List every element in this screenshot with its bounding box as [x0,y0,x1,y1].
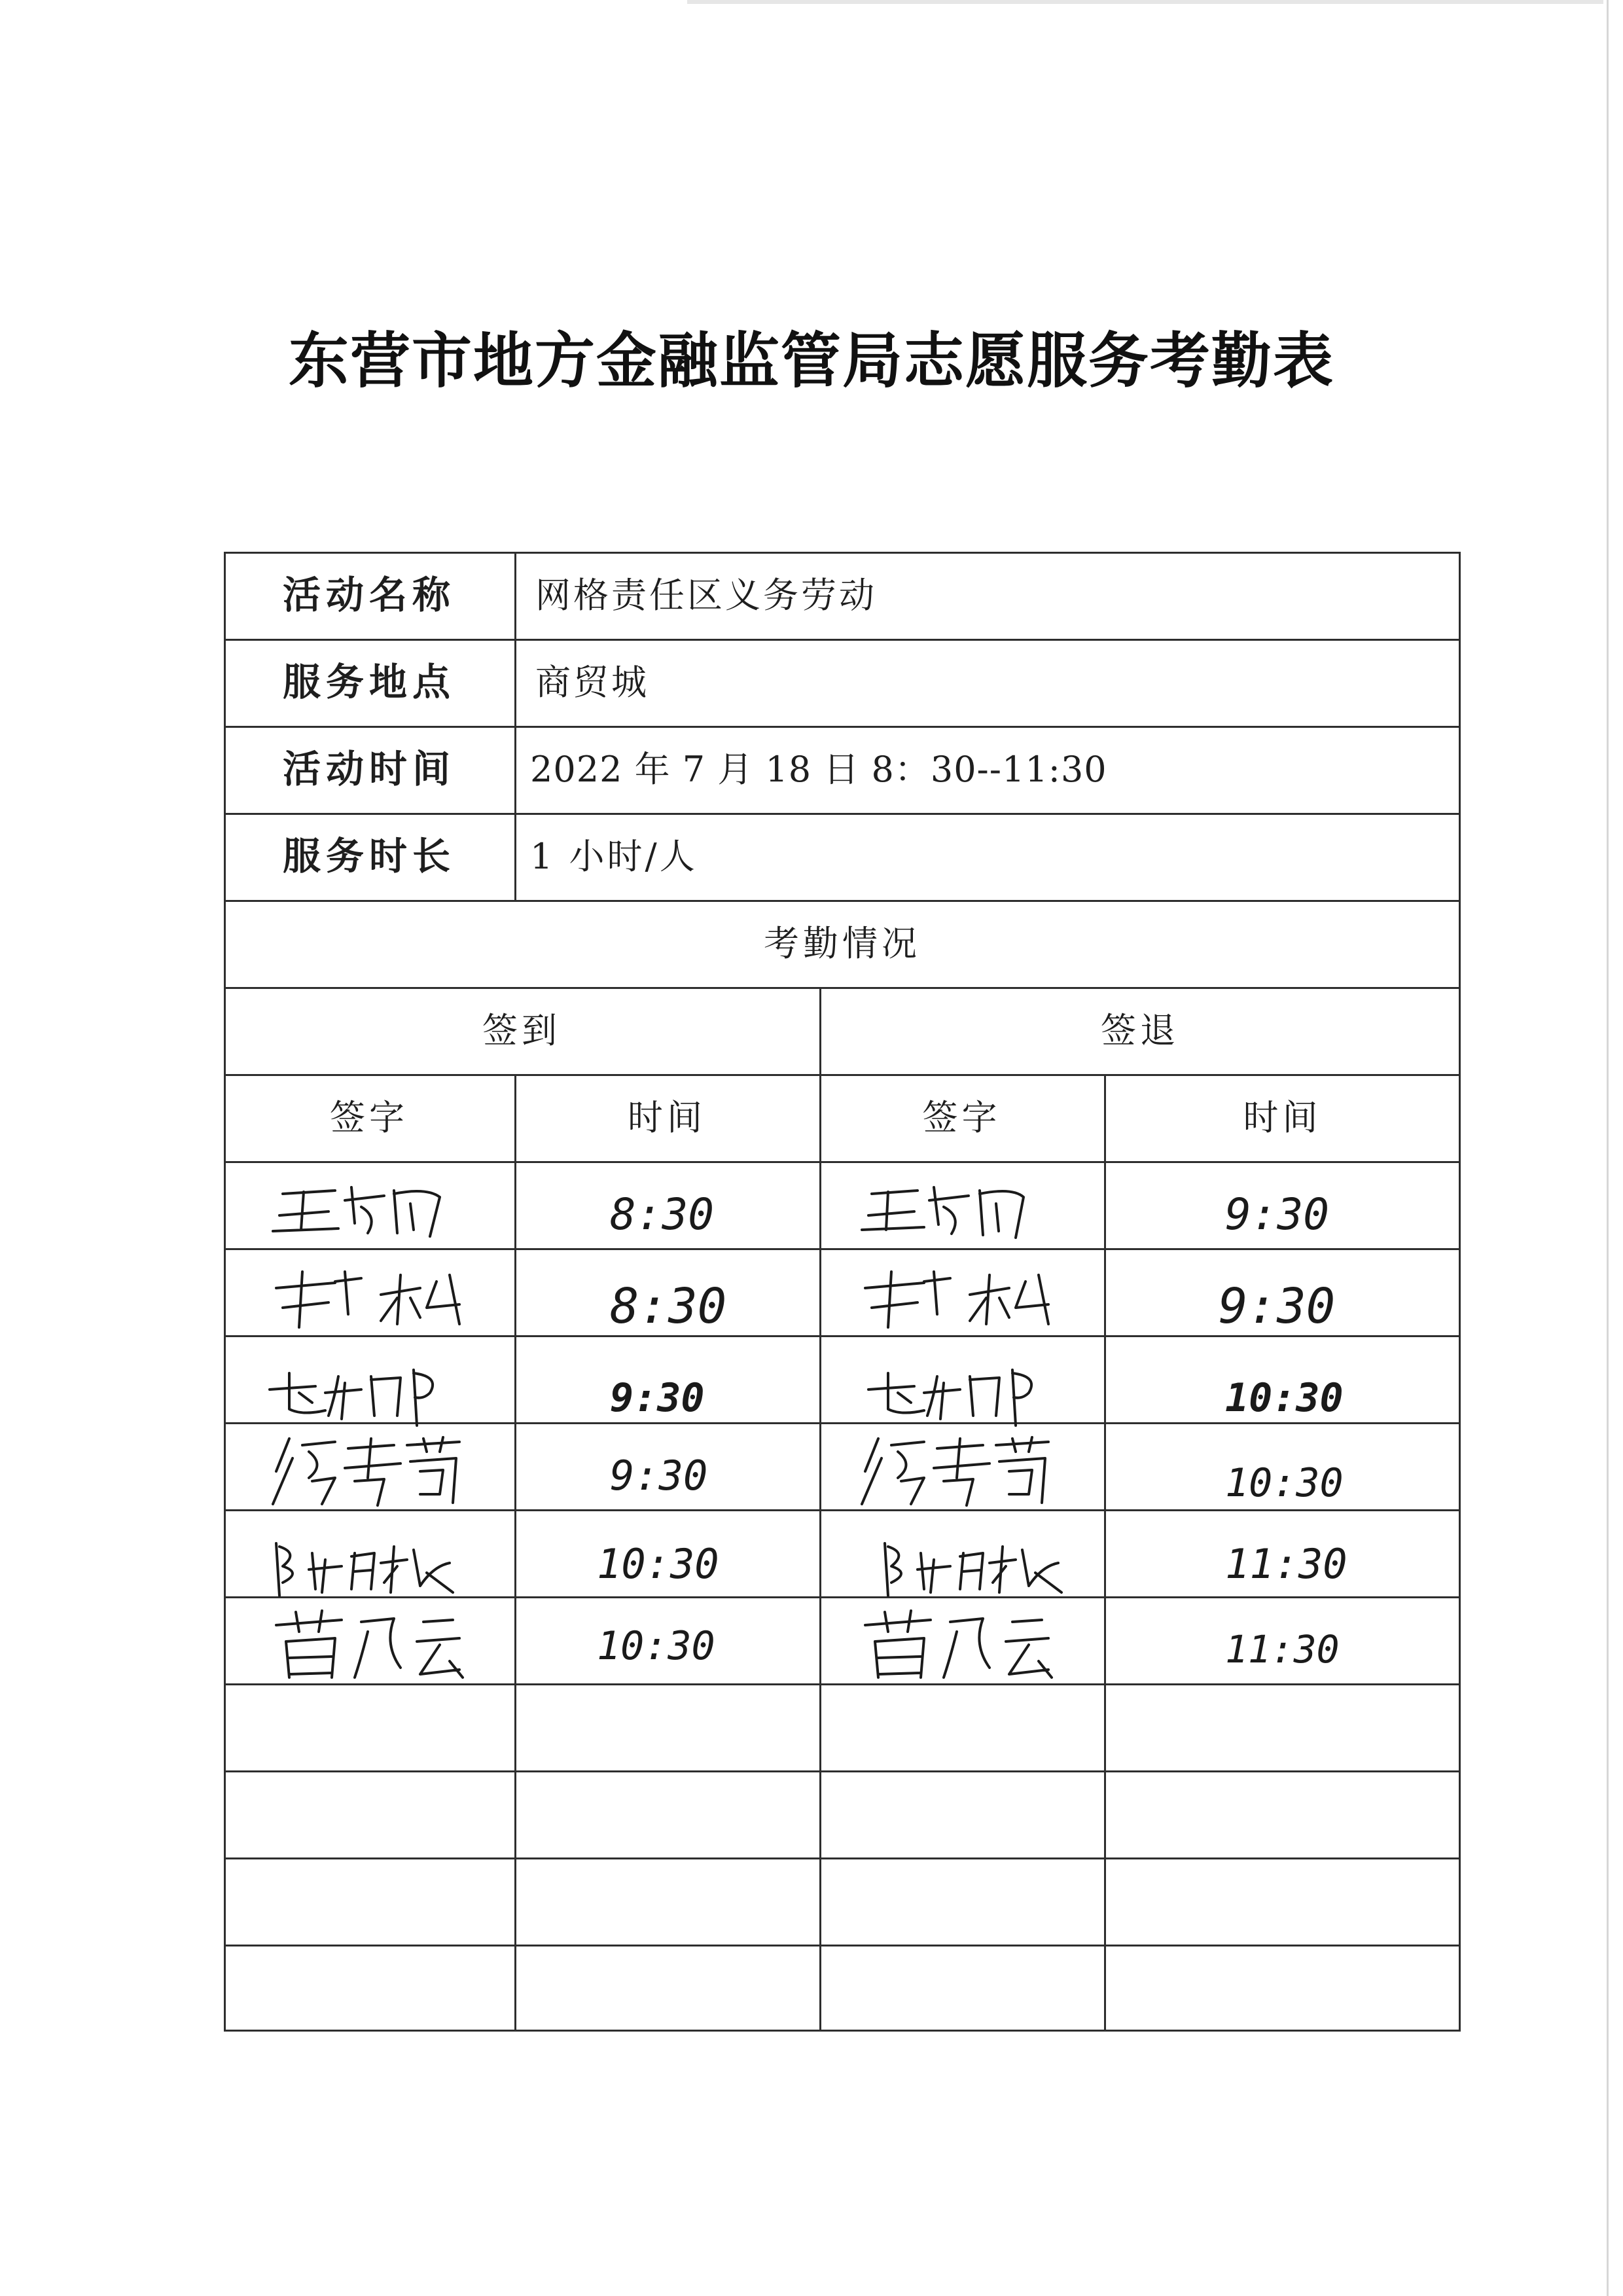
page-title: 东营市地方金融监管局志愿服务考勤表 [288,326,1334,396]
svg-text:10:30: 10:30 [1225,1460,1344,1506]
table-rule [224,1770,1461,1772]
handwritten-time [590,1534,774,1592]
signature-image [263,1177,479,1243]
table-rule [1459,552,1461,2032]
handwritten-time [590,1619,774,1677]
attendance-form-table [224,552,1461,2032]
signature-image [263,1363,479,1429]
handwritten-time [1219,1367,1389,1426]
svg-text:8:30: 8:30 [610,1278,727,1335]
svg-text:10:30: 10:30 [597,1623,715,1669]
handwritten-time [603,1445,760,1504]
signature-image [263,1262,479,1334]
duration-label: 服务时长 [282,834,455,878]
handwritten-time [1219,1622,1402,1681]
handwritten-time [1219,1183,1376,1242]
svg-text:11:30: 11:30 [1225,1627,1340,1672]
table-rule [1104,1074,1106,2032]
activity-time-value: 2022 年 7 月 18 日 8：30--11:30 [530,749,1107,790]
svg-text:10:30: 10:30 [1225,1375,1344,1421]
activity-time-label: 活动时间 [282,747,455,791]
sign-in-signature-header: 签字 [330,1097,408,1138]
table-rule [514,1074,516,2032]
table-rule [224,1161,1461,1163]
location-value: 商贸城 [535,662,649,703]
activity-name-value: 网格责任区义务劳动 [535,575,877,616]
sign-out-time-header: 时间 [1243,1097,1322,1138]
handwritten-time [1219,1534,1402,1592]
attendance-header: 考勤情况 [764,923,921,964]
sign-out-header: 签退 [1101,1010,1179,1051]
signature-image [852,1605,1068,1684]
svg-text:9:30: 9:30 [1219,1278,1336,1335]
signature-image [872,1534,1088,1599]
svg-text:8:30: 8:30 [610,1189,714,1240]
svg-text:9:30: 9:30 [1225,1189,1329,1240]
activity-name-label: 活动名称 [282,573,455,617]
handwritten-time [603,1183,760,1242]
location-label: 服务地点 [282,660,455,704]
table-rule [224,2030,1461,2032]
scan-top-edge [687,0,1603,4]
svg-text:9:30: 9:30 [610,1375,705,1421]
handwritten-time [603,1272,760,1337]
table-rule [224,1248,1461,1250]
signature-image [862,1363,1078,1429]
handwritten-time [603,1367,760,1426]
svg-text:9:30: 9:30 [610,1452,708,1499]
sign-out-signature-header: 签字 [922,1097,1001,1138]
svg-text:11:30: 11:30 [1225,1540,1347,1588]
signature-image [263,1605,479,1684]
svg-text:10:30: 10:30 [597,1540,719,1588]
table-rule [514,552,516,900]
signature-image [263,1432,479,1511]
sign-in-time-header: 时间 [628,1097,706,1138]
signature-image [263,1534,479,1599]
handwritten-time [1219,1452,1389,1511]
signature-image [852,1262,1068,1334]
signature-image [852,1177,1068,1243]
table-rule [224,1857,1461,1859]
handwritten-time [1212,1272,1369,1337]
signature-image [852,1432,1068,1511]
duration-value: 1 小时/人 [530,836,698,877]
table-rule [224,1945,1461,1946]
sign-in-header: 签到 [482,1010,561,1051]
